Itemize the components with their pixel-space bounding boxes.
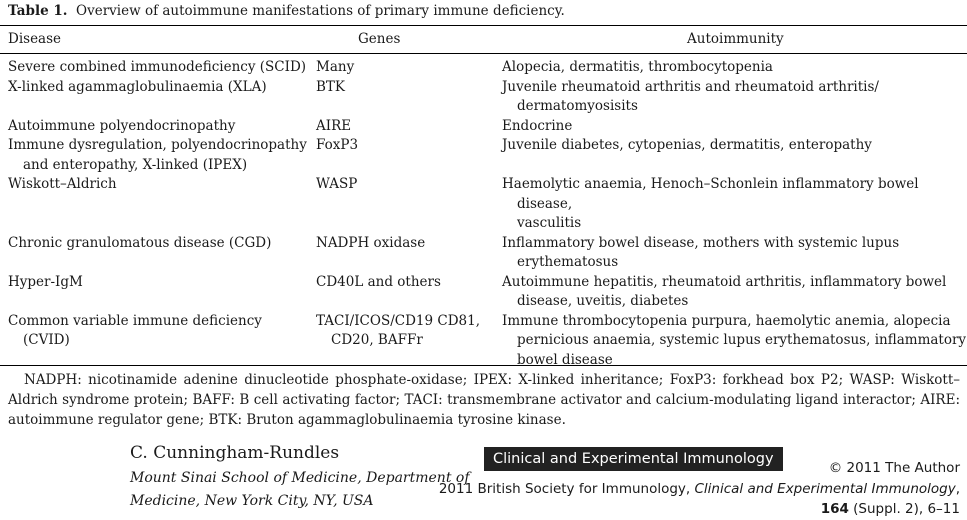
- cell-disease: [0, 78, 316, 117]
- cell-line: Wiskott–Aldrich: [8, 176, 117, 192]
- society-prefix: 2011 British Society for Immunology,: [438, 480, 695, 497]
- cell-text: [502, 273, 967, 312]
- cell-line: Immune dysregulation, polyendocrinopathy: [8, 137, 307, 153]
- column-header-disease: Disease: [8, 31, 62, 47]
- cell-text: [8, 117, 316, 137]
- cell-line: WASP: [316, 176, 358, 192]
- table-caption: [8, 3, 565, 19]
- cell-genes: [316, 58, 502, 78]
- cell-line: FoxP3: [316, 137, 359, 153]
- data-table: [0, 58, 967, 370]
- cell-line: Inflammatory bowel disease, mothers with systemic lupus erythematosus: [502, 234, 900, 270]
- cell-autoimmunity: [502, 234, 967, 273]
- cell-genes: [316, 136, 502, 175]
- cell-disease: [0, 117, 316, 137]
- table-row: [0, 136, 967, 175]
- cell-disease: [0, 136, 316, 175]
- table-row: [0, 273, 967, 312]
- cell-autoimmunity: [502, 78, 967, 117]
- cell-line: AIRE: [316, 117, 352, 134]
- cell-line: Common variable immune deficiency: [8, 312, 262, 329]
- cell-line: Hyper-IgM: [8, 273, 83, 290]
- cell-line: (CVID): [23, 332, 70, 348]
- cell-text: [502, 234, 967, 273]
- cell-line: Juvenile rheumatoid arthritis and rheumatoid arthritis/: [502, 78, 879, 95]
- cell-text: [316, 78, 502, 98]
- cell-autoimmunity: [502, 273, 967, 312]
- cell-line: disease, uveitis, diabetes: [517, 293, 689, 309]
- bottom-rule: [0, 365, 967, 366]
- cell-genes: [316, 273, 502, 312]
- cell-line: Autoimmune polyendocrinopathy: [8, 117, 236, 134]
- cell-text: [316, 136, 502, 156]
- table-row: [0, 117, 967, 137]
- table-footnote: NADPH: nicotinamide adenine dinucleotide phosphate-oxidase; IPEX: X-linked inheritance; FoxP3: forkhead box P2; WASP: Wiskott–Aldrich syndrome protein; BAFF: B cell activating factor; TACI: transmembrane activator and calcium-modulating ligand interactor; AIRE: autoimmune regulator gene; BTK: Bruton agammaglobulinaemia tyrosine kinase.: [8, 372, 960, 428]
- cell-text: [8, 136, 316, 175]
- cell-text: [8, 312, 316, 351]
- cell-text: [316, 58, 502, 78]
- cell-text: [316, 273, 502, 293]
- cell-line: dermatomyosisits: [517, 98, 638, 114]
- cell-text: [8, 58, 316, 78]
- cell-text: [316, 175, 502, 195]
- journal-citation: [439, 458, 960, 520]
- table-label: Table 1.: [8, 3, 68, 19]
- cell-line: and enteropathy, X-linked (IPEX): [23, 156, 248, 173]
- cell-line: Many: [316, 59, 355, 75]
- cell-autoimmunity: [502, 136, 967, 175]
- cell-genes: [316, 117, 502, 137]
- cell-disease: [0, 273, 316, 312]
- cell-line: X-linked agammaglobulinaemia (XLA): [8, 78, 267, 95]
- column-header-genes: Genes: [358, 31, 401, 47]
- cell-text: [316, 312, 502, 351]
- header-rule: [0, 53, 967, 54]
- cell-text: [316, 234, 502, 254]
- cell-disease: [0, 175, 316, 234]
- cell-disease: [0, 58, 316, 78]
- cell-genes: [316, 78, 502, 117]
- cell-line: TACI/ICOS/CD19 CD81,: [316, 312, 480, 329]
- table-row: [0, 312, 967, 371]
- table-caption-text: Overview of autoimmune manifestations of primary immune deficiency.: [76, 3, 565, 19]
- cell-line: Alopecia, dermatitis, thrombocytopenia: [502, 59, 773, 75]
- author-affiliation: [130, 467, 470, 513]
- cell-autoimmunity: [502, 58, 967, 78]
- cell-text: [502, 175, 967, 234]
- affiliation-line-1: Mount Sinai School of Medicine, Department of: [130, 470, 470, 486]
- cell-line: Haemolytic anaemia, Henoch–Schonlein inflammatory bowel disease,: [502, 176, 919, 212]
- cell-text: [502, 136, 967, 156]
- cell-line: pernicious anaemia, systemic lupus erythematosus, inflammatory: [517, 332, 967, 348]
- table-row: [0, 58, 967, 78]
- cell-text: [8, 78, 316, 98]
- volume-number: 164: [820, 501, 849, 517]
- affiliation-line-2: Medicine, New York City, NY, USA: [130, 493, 374, 509]
- cell-line: CD40L and others: [316, 273, 441, 290]
- cell-line: Immune thrombocytopenia purpura, haemolytic anemia, alopecia: [502, 312, 951, 329]
- cell-line: Endocrine: [502, 117, 573, 134]
- column-header-autoimmunity: Autoimmunity: [687, 31, 784, 47]
- cell-disease: [0, 312, 316, 371]
- cell-autoimmunity: [502, 117, 967, 137]
- cell-line: BTK: [316, 78, 346, 95]
- cell-line: Chronic granulomatous disease (CGD): [8, 234, 272, 251]
- cell-text: [502, 117, 967, 137]
- cell-genes: [316, 175, 502, 234]
- cell-text: [502, 312, 967, 371]
- cell-text: [316, 117, 502, 137]
- cell-line: vasculitis: [517, 215, 582, 231]
- cell-text: [8, 234, 316, 254]
- cell-text: [8, 175, 316, 195]
- cell-text: [502, 78, 967, 117]
- cell-disease: [0, 234, 316, 273]
- issue-pages: (Suppl. 2), 6–11: [848, 501, 960, 517]
- table-row: [0, 78, 967, 117]
- cell-text: [502, 58, 967, 78]
- table-row: [0, 175, 967, 234]
- journal-badge: Clinical and Experimental Immunology: [484, 447, 783, 471]
- cell-line: bowel disease: [517, 351, 613, 368]
- author-name: C. Cunningham-Rundles: [130, 443, 340, 463]
- cell-text: [8, 273, 316, 293]
- volume-line: [439, 499, 960, 520]
- society-line: [439, 479, 960, 500]
- cell-genes: [316, 234, 502, 273]
- cell-line: Autoimmune hepatitis, rheumatoid arthritis, inflammatory bowel: [502, 273, 947, 290]
- cell-autoimmunity: [502, 312, 967, 371]
- journal-name: Clinical and Experimental Immunology: [694, 480, 956, 497]
- copyright-line: © 2011 The Author: [828, 460, 960, 476]
- cell-line: CD20, BAFFr: [331, 332, 423, 348]
- cell-genes: [316, 312, 502, 371]
- cell-line: NADPH oxidase: [316, 234, 426, 251]
- cell-line: Severe combined immunodeficiency (SCID): [8, 59, 307, 75]
- journal-suffix: ,: [955, 480, 960, 497]
- cell-line: Juvenile diabetes, cytopenias, dermatitis, enteropathy: [502, 137, 872, 153]
- cell-autoimmunity: [502, 175, 967, 234]
- table-row: [0, 234, 967, 273]
- top-rule: [0, 25, 967, 26]
